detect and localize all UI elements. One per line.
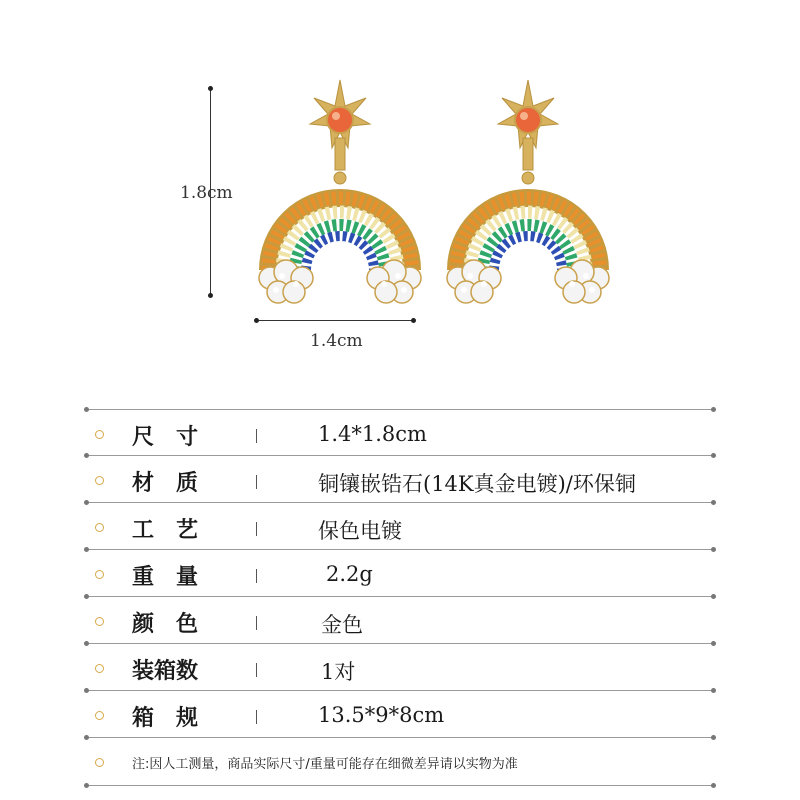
spec-value: 13.5*9*8cm [318, 703, 445, 727]
separator [256, 710, 257, 724]
table-rule [86, 785, 714, 786]
separator [256, 663, 257, 677]
spec-key: 颜 色 [132, 611, 199, 637]
separator [256, 475, 257, 489]
spec-row-packing-qty [0, 646, 800, 690]
spec-value: 1对 [321, 660, 356, 684]
width-label: 1.4cm [310, 331, 363, 351]
bullet-icon [95, 570, 104, 579]
separator [256, 569, 257, 583]
spec-value: 2.2g [326, 562, 373, 586]
table-rule [86, 502, 714, 503]
spec-key: 工 艺 [132, 517, 199, 543]
bullet-icon [95, 758, 104, 767]
spec-key: 箱 规 [132, 705, 199, 731]
separator [256, 522, 257, 536]
table-rule [86, 549, 714, 550]
bullet-icon [95, 430, 104, 439]
spec-value: 保色电镀 [318, 519, 402, 543]
spec-value: 1.4*1.8cm [318, 422, 427, 446]
right-earring [447, 80, 609, 303]
bullet-icon [95, 617, 104, 626]
bullet-icon [95, 523, 104, 532]
measurement-note: 注:因人工测量，商品实际尺寸/重量可能存在细微差异请以实物为准 [132, 757, 518, 772]
table-rule [86, 409, 714, 410]
spec-key: 装箱数 [132, 658, 199, 684]
spec-key: 尺 寸 [132, 424, 199, 450]
bullet-icon [95, 664, 104, 673]
spec-row-box-size [0, 693, 800, 737]
separator [256, 429, 257, 443]
height-label: 1.8cm [180, 183, 233, 203]
left-earring [259, 80, 421, 303]
spec-row-material [0, 458, 800, 502]
table-rule [86, 690, 714, 691]
bullet-icon [95, 476, 104, 485]
spec-row-color [0, 599, 800, 643]
spec-key: 材 质 [132, 470, 199, 496]
table-rule [86, 737, 714, 738]
spec-row-size [0, 412, 800, 456]
table-rule [86, 643, 714, 644]
spec-row-weight [0, 552, 800, 596]
bullet-icon [95, 711, 104, 720]
spec-value: 金色 [321, 613, 363, 637]
separator [256, 616, 257, 630]
spec-value: 铜镶嵌锆石(14K真金电镀)/环保铜 [318, 472, 636, 496]
table-rule [86, 596, 714, 597]
spec-key: 重 量 [132, 564, 199, 590]
spec-row-craft [0, 505, 800, 549]
